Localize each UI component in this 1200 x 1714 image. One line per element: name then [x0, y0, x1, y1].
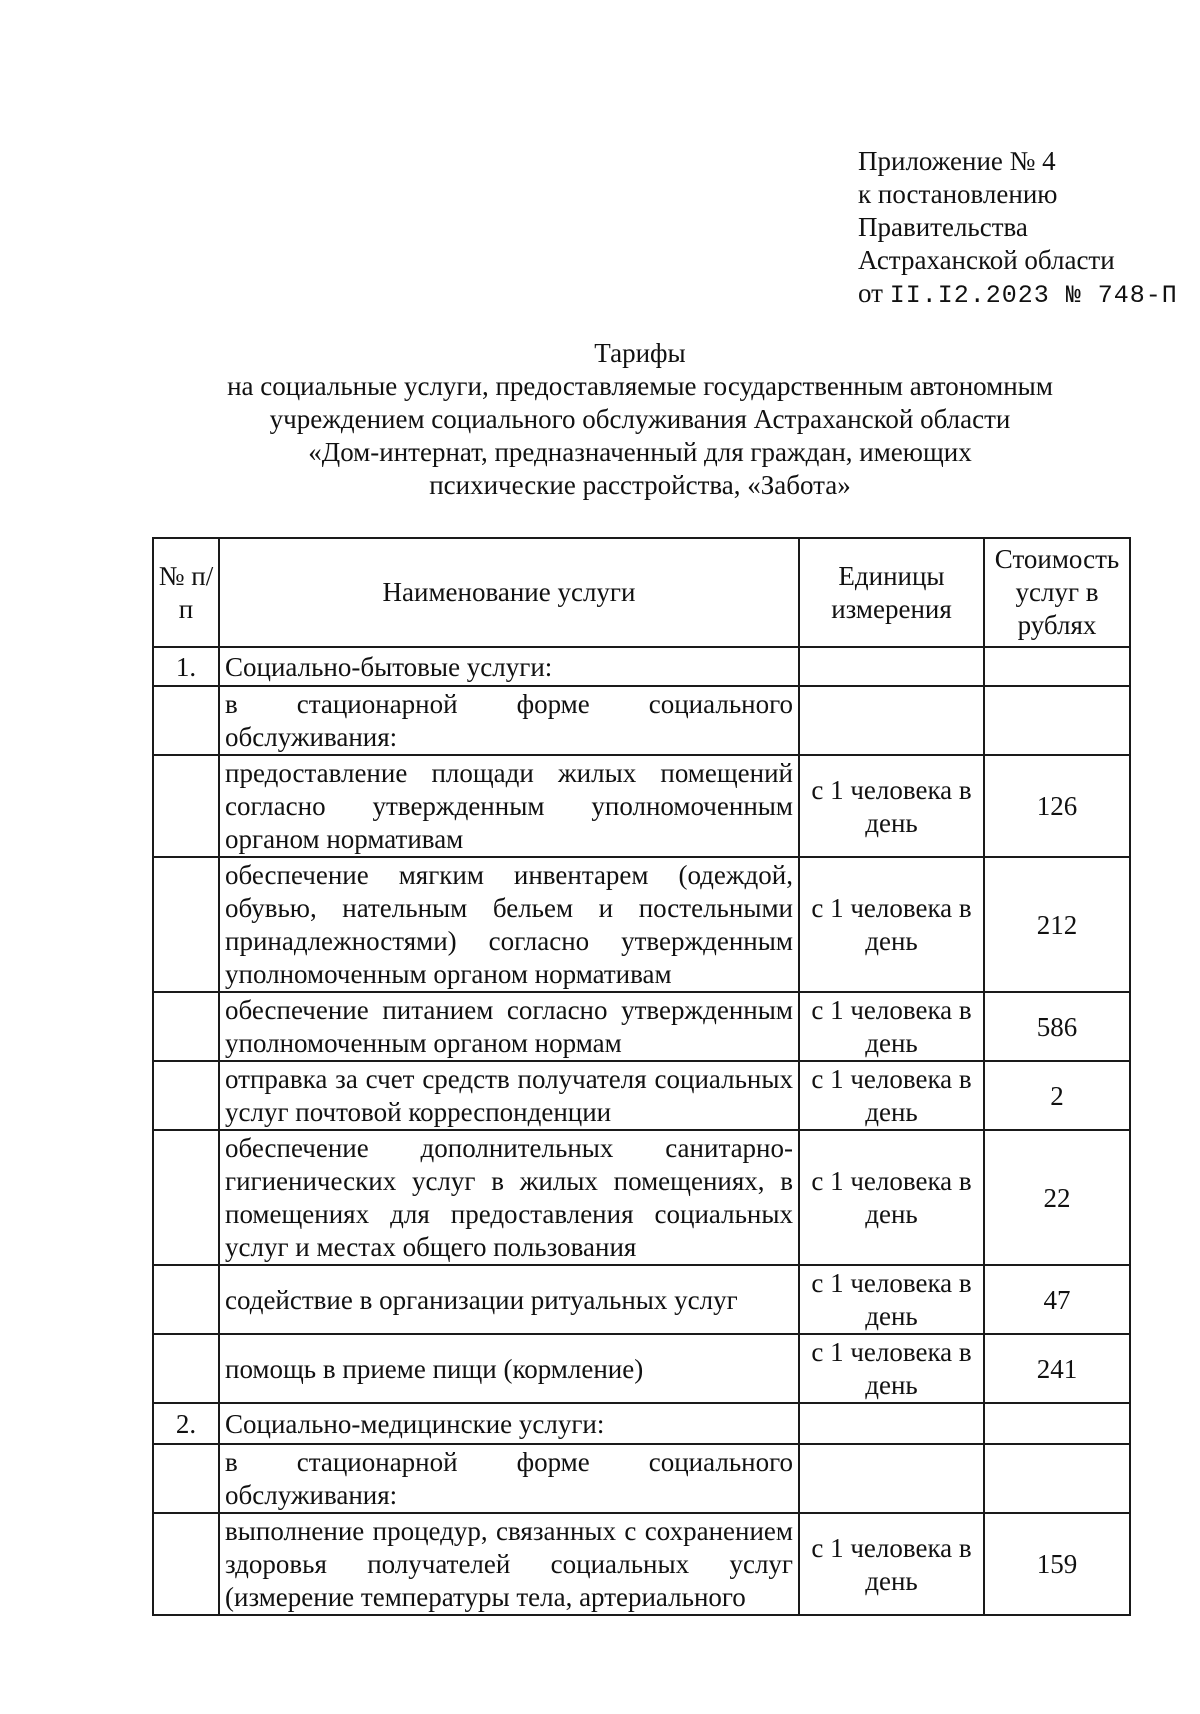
table-row [153, 755, 1130, 857]
appendix-header [858, 145, 1178, 312]
row-cost [984, 1403, 1130, 1444]
table-row [153, 1130, 1130, 1265]
row-number [153, 755, 219, 857]
table-row [153, 1513, 1130, 1615]
header-cost: Стоимость услуг в рублях [984, 538, 1130, 647]
row-number [153, 1061, 219, 1130]
row-cost [984, 647, 1130, 686]
row-cost: 159 [984, 1513, 1130, 1615]
row-cost: 586 [984, 992, 1130, 1061]
title-line: психические расстройства, «Забота» [429, 470, 851, 500]
row-service-name: в стационарной форме социального обслуживания: [219, 1444, 799, 1513]
appendix-region: Астраханской области [858, 245, 1115, 275]
table-row [153, 857, 1130, 992]
row-cost: 22 [984, 1130, 1130, 1265]
row-unit: с 1 человека в день [799, 992, 984, 1061]
tariffs-table [152, 537, 1131, 1616]
row-unit: с 1 человека в день [799, 857, 984, 992]
row-unit: с 1 человека в день [799, 755, 984, 857]
row-number [153, 1130, 219, 1265]
table-row [153, 1061, 1130, 1130]
row-unit [799, 686, 984, 755]
table-row [153, 1265, 1130, 1334]
table-row [153, 647, 1130, 686]
title-line: на социальные услуги, предоставляемые государственным автономным [227, 371, 1053, 401]
row-cost: 2 [984, 1061, 1130, 1130]
row-unit: с 1 человека в день [799, 1061, 984, 1130]
row-number [153, 857, 219, 992]
table-row [153, 686, 1130, 755]
appendix-date-prefix: от [858, 278, 883, 308]
row-number: 2. [153, 1403, 219, 1444]
row-service-name: в стационарной форме социального обслуживания: [219, 686, 799, 755]
row-service-name: отправка за счет средств получателя социальных услуг почтовой корреспонденции [219, 1061, 799, 1130]
row-number [153, 686, 219, 755]
header-service-name: Наименование услуги [219, 538, 799, 647]
table-row [153, 992, 1130, 1061]
row-service-name: Социально-бытовые услуги: [219, 647, 799, 686]
appendix-number: Приложение № 4 [858, 146, 1056, 176]
table-header-row [153, 538, 1130, 647]
table-row [153, 1444, 1130, 1513]
title-line: Тарифы [594, 338, 686, 368]
row-cost: 126 [984, 755, 1130, 857]
row-unit [799, 1403, 984, 1444]
row-service-name: обеспечение дополнительных санитарно-гигиенических услуг в жилых помещениях, в помещениях для предоставления социальных услуг и местах общего пользования [219, 1130, 799, 1265]
row-unit: с 1 человека в день [799, 1265, 984, 1334]
appendix-date-number: II.I2.2023 № 748-П [889, 281, 1178, 310]
row-cost [984, 686, 1130, 755]
row-number [153, 1265, 219, 1334]
row-unit: с 1 человека в день [799, 1513, 984, 1615]
title-line: «Дом-интернат, предназначенный для граждан, имеющих [308, 437, 972, 467]
row-unit [799, 647, 984, 686]
appendix-date-line [858, 277, 1178, 312]
table-row [153, 1403, 1130, 1444]
row-unit: с 1 человека в день [799, 1130, 984, 1265]
row-service-name: выполнение процедур, связанных с сохранением здоровья получателей социальных услуг (измерение температуры тела, артериального [219, 1513, 799, 1615]
header-number: № п/п [153, 538, 219, 647]
row-service-name: обеспечение питанием согласно утвержденным уполномоченным органом нормам [219, 992, 799, 1061]
row-cost [984, 1444, 1130, 1513]
row-service-name: обеспечение мягким инвентарем (одеждой, обувью, нательным бельем и постельными принадлежностями) согласно утвержденным уполномоченным органом нормативам [219, 857, 799, 992]
row-unit [799, 1444, 984, 1513]
row-service-name: помощь в приеме пищи (кормление) [219, 1334, 799, 1403]
row-number [153, 1334, 219, 1403]
row-service-name: предоставление площади жилых помещений согласно утвержденным уполномоченным органом нормативам [219, 755, 799, 857]
row-number [153, 1513, 219, 1615]
appendix-authority: Правительства [858, 212, 1028, 242]
table-row [153, 1334, 1130, 1403]
title-line: учреждением социального обслуживания Астраханской области [269, 404, 1011, 434]
row-unit: с 1 человека в день [799, 1334, 984, 1403]
row-number [153, 992, 219, 1061]
document-title [150, 337, 1130, 502]
row-cost: 241 [984, 1334, 1130, 1403]
header-unit: Единицы измерения [799, 538, 984, 647]
row-number [153, 1444, 219, 1513]
row-cost: 212 [984, 857, 1130, 992]
appendix-reference: к постановлению [858, 179, 1058, 209]
row-cost: 47 [984, 1265, 1130, 1334]
row-service-name: Социально-медицинские услуги: [219, 1403, 799, 1444]
row-service-name: содействие в организации ритуальных услуг [219, 1265, 799, 1334]
row-number: 1. [153, 647, 219, 686]
